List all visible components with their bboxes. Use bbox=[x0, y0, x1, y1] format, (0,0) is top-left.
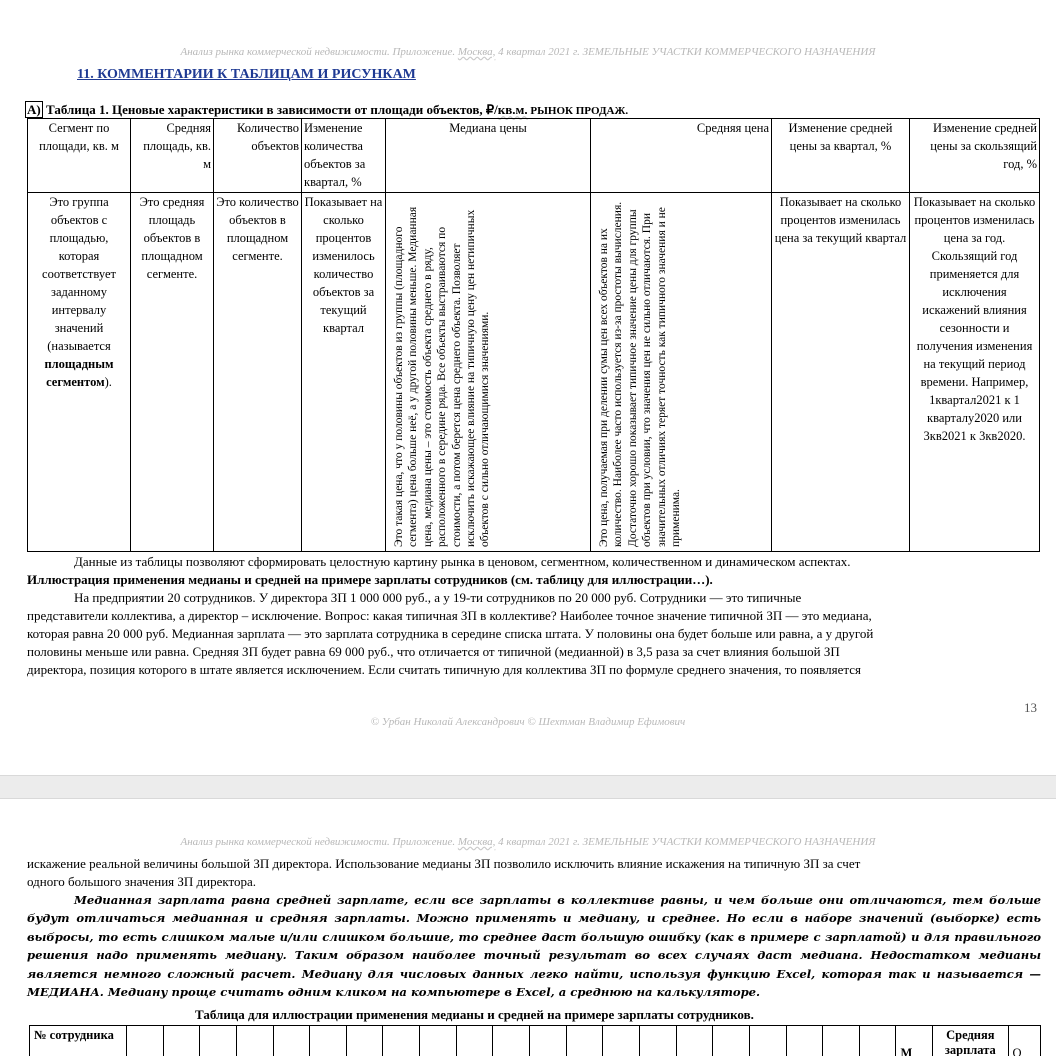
header-avg-change-year: Изменение средней цены за скользящий год, % bbox=[910, 119, 1040, 193]
header-avg-area: Средняя площадь, кв. м bbox=[131, 119, 214, 193]
body-line: директора, позиция которого в штате является исключением. Если считать типичную для коллектива ЗП по формуле среднего значения, то появляется bbox=[27, 662, 861, 677]
running-header: Анализ рынка коммерческой недвижимости. Приложение. Москва, 4 квартал 2021 г. ЗЕМЕЛЬНЫЕ УЧАСТКИ КОММЕРЧЕСКОГО НАЗНАЧЕНИЯ bbox=[180, 46, 876, 58]
body-line: половины меньше или равна. Средняя ЗП будет равна 69 000 руб., что отличается от типичной (медианной) в 3,5 раза за счет влияния большой ЗП bbox=[27, 644, 840, 659]
header-average-salary: Средняя зарплата bbox=[933, 1026, 1008, 1056]
illustration-table-caption: Таблица для иллюстрации применения медианы и средней на примере зарплаты сотрудников. bbox=[195, 1007, 754, 1022]
italic-paragraph: Медианная зарплата равна средней зарплате, если все зарплаты в коллективе равны, и чем больше они отличаются, тем больше будут отличаться медианная и средняя зарплаты. Можно применять и медиану, и среднее. Но если в наборе значений (выборке) есть выбросы, то есть слишком малые и/или слишком большие, то среднее даст большую ошибку (как в примере с зарплатой) и для правильного решения надо применять медиану. Таким образом наиболее точный результат во всех случаях даст медиана. Недостатком медианы является немного сложный расчет. Медиану для числовых данных легко найти, используя функцию Excel, которая так и называется — МЕДИАНА. Медиану проще считать одним кликом на компьютере в Excel, а среднюю на калькуляторе. bbox=[27, 893, 1041, 1000]
body-line: искажение реальной величины большой ЗП директора. Использование медианы ЗП позволило исключить влияние искажения на типичную ЗП за счет bbox=[27, 856, 861, 871]
header-segment: Сегмент по площади, кв. м bbox=[28, 119, 131, 193]
table-row bbox=[28, 193, 1040, 552]
header-employee-number: № сотрудника bbox=[30, 1026, 127, 1056]
cell-segment: Это группа объектов с площадью, которая соответствует заданному интервалу значений (называется площадным сегментом). bbox=[28, 193, 131, 552]
cell-average: Это цена, получаемая при делении сумы цен всех объектов на их количество. Наиболее часто используется из-за простоты вычисления. Достаточно хорошо показывает типичное значение цены для группы объектов при условии, что значения цен не сильно отличаются. При значительных отличиях теряет точность как типичного значения и не применима. bbox=[591, 193, 772, 552]
body-heading: Иллюстрация применения медианы и средней на примере зарплаты сотрудников (см. таблицу для иллюстрации…). bbox=[27, 572, 713, 587]
cell-count-change: Показывает на сколько процентов изменилось количество объектов за текущий квартал bbox=[302, 193, 386, 552]
page-separator bbox=[0, 775, 1056, 799]
header-avg-change-quarter: Изменение средней цены за квартал, % bbox=[772, 119, 910, 193]
body-line: На предприятии 20 сотрудников. У директора ЗП 1 000 000 руб., а у 19-ти сотрудников по 20 000 руб. Сотрудники — это типичные bbox=[74, 590, 802, 605]
header-count: Количество объектов bbox=[214, 119, 302, 193]
section-title: 11. КОММЕНТАРИИ К ТАБЛИЦАМ И РИСУНКАМ bbox=[77, 67, 416, 82]
page-footer: © Урбан Николай Александрович © Шехтман Владимир Ефимович bbox=[370, 716, 686, 728]
header-last: О bbox=[1008, 1026, 1040, 1056]
document-page-2 bbox=[0, 799, 1056, 1056]
table-header-row bbox=[28, 119, 1040, 193]
cell-avg-area: Это средняя площадь объектов в площадном сегменте. bbox=[131, 193, 214, 552]
cell-avg-change-quarter: Показывает на сколько процентов изменилась цена за текущий квартал bbox=[772, 193, 910, 552]
cell-count: Это количество объектов в площадном сегменте. bbox=[214, 193, 302, 552]
header-count-change: Изменение количества объектов за квартал, % bbox=[302, 119, 386, 193]
body-line: представители коллектива, а директор – исключение. Вопрос: какая типичная ЗП в коллективе? Наиболее точное значение типичной ЗП — это медиана, bbox=[27, 608, 872, 623]
table-row bbox=[30, 1026, 1041, 1056]
header-median: Медиана цены bbox=[386, 119, 591, 193]
running-header: Анализ рынка коммерческой недвижимости. Приложение. Москва, 4 квартал 2021 г. ЗЕМЕЛЬНЫЕ УЧАСТКИ КОММЕРЧЕСКОГО НАЗНАЧЕНИЯ bbox=[180, 836, 876, 848]
page-number: 13 bbox=[1024, 700, 1037, 715]
header-median-short: М bbox=[896, 1026, 933, 1056]
body-line: Данные из таблицы позволяют сформировать целостную картину рынка в ценовом, сегментном, количественном и динамическом аспектах. bbox=[74, 554, 851, 569]
cell-median: Это такая цена, что у половины объектов из группы (площадного сегмента) цена больше неё, а у другой половины меньше. Медианная цена, медиана цены – это стоимость объекта среднего в ряду, расположенного в середине ряда. Все объекты выстраиваются по стоимости, а потом берется цена среднего объекта. Позволяет исключить искажающее влияние на типичную цену цен нетипичных объектов с сильно отличающимися значениями. bbox=[386, 193, 591, 552]
cell-avg-change-year: Показывает на сколько процентов изменилась цена за год. Скользящий год применяется для исключения искажений влияния сезонности и получения изменения на текущий период времени. Например, 1квартал2021 к 1 кварталу2020 или 3кв2021 к 3кв2020. bbox=[910, 193, 1040, 552]
body-line: которая равна 20 000 руб. Медианная зарплата — это зарплата сотрудника в середине списка штата. У половины она будет больше или равна, а у другой bbox=[27, 626, 874, 641]
price-characteristics-table bbox=[27, 118, 1040, 552]
body-line: одного большого значения ЗП директора. bbox=[27, 874, 257, 889]
header-average: Средняя цена bbox=[591, 119, 772, 193]
illustration-table bbox=[29, 1025, 1041, 1056]
table-caption: А) Таблица 1. Ценовые характеристики в зависимости от площади объектов, ₽/кв.м. РЫНОК ПРОДАЖ. bbox=[27, 102, 629, 117]
